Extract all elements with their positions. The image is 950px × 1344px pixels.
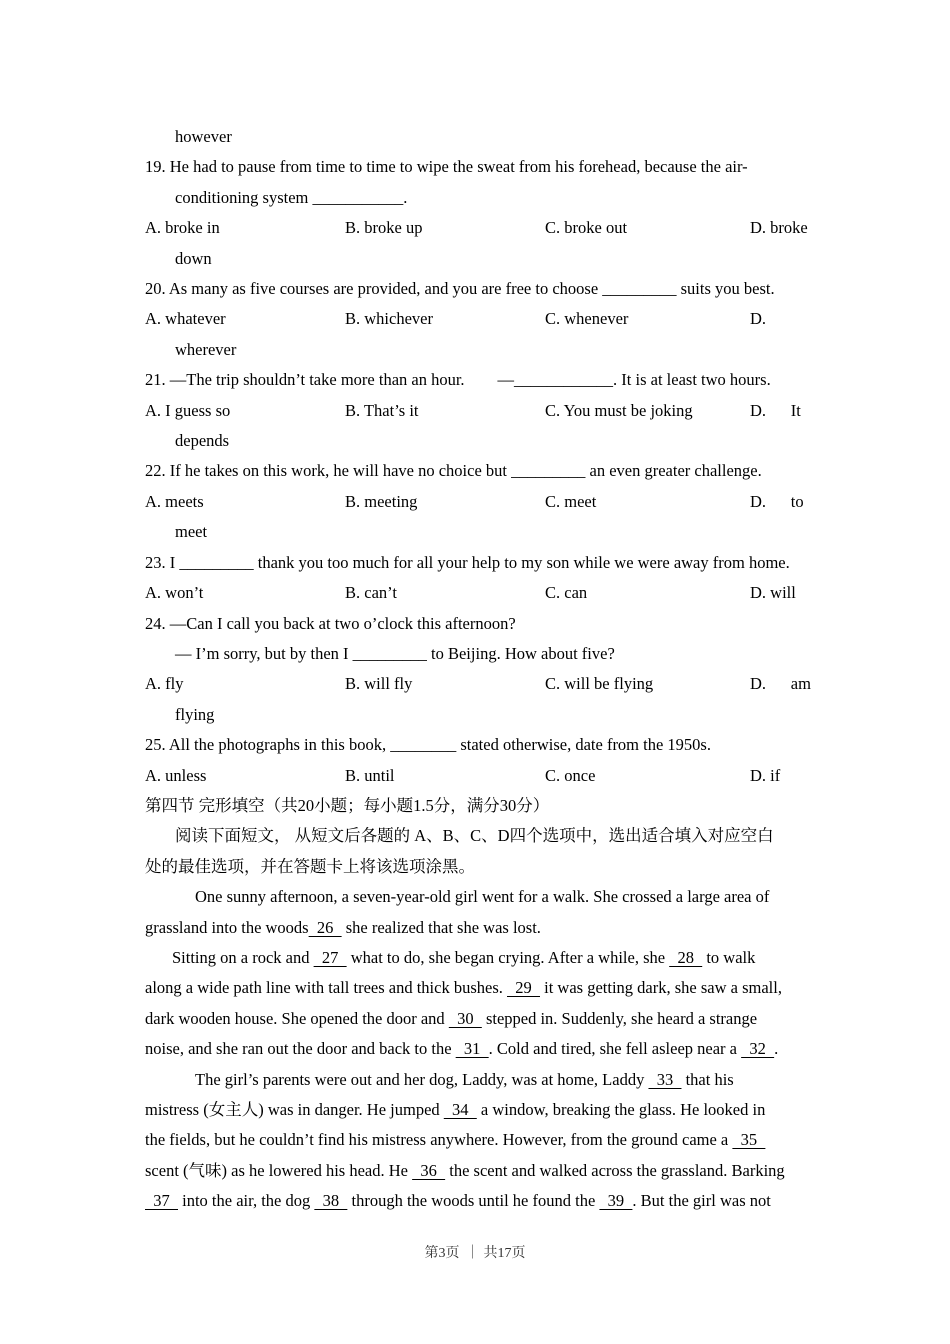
cloze-blank-39: 39	[599, 1191, 633, 1211]
cloze-paragraph-2: noise, and she ran out the door and back to the 31 . Cold and tired, she fell asleep near a 32 .	[145, 1039, 779, 1059]
option-D: D. It	[750, 400, 801, 420]
question-20-options	[145, 304, 810, 334]
cloze-paragraph-2: along a wide path line with tall trees and thick bushes. 29 it was getting dark, she saw a small,	[145, 978, 782, 998]
page-footer	[0, 1242, 950, 1262]
option-B: B. whichever	[345, 309, 433, 329]
option-C: C. can	[545, 583, 588, 603]
question-24-options	[145, 669, 810, 699]
cloze-paragraph-3: 37 into the air, the dog 38 through the woods until he found the 39 . But the girl was not	[145, 1191, 771, 1211]
option-B: B. That’s it	[345, 400, 419, 420]
question-22-options	[145, 487, 810, 517]
question-21-options	[145, 396, 810, 426]
option-D: D. if	[750, 765, 781, 785]
question-23-options	[145, 578, 810, 608]
page-total: 共17页	[483, 1246, 526, 1261]
option-A: A. fly	[145, 674, 184, 694]
option-A: A. whatever	[145, 309, 226, 329]
option-C: C. whenever	[545, 309, 629, 329]
option-D: D. will	[750, 583, 796, 603]
cloze-blank-26: 26	[308, 917, 342, 937]
cloze-blank-29: 29	[507, 978, 540, 998]
option-D: D. broke	[750, 218, 808, 238]
option-D: D. to	[750, 491, 804, 511]
option-continuation: flying	[175, 704, 215, 724]
cloze-paragraph-1: One sunny afternoon, a seven-year-old girl went for a walk. She crossed a large area of	[195, 887, 770, 907]
cloze-blank-31: 31	[455, 1039, 489, 1059]
question-24-stem-continuation: — I’m sorry, but by then I _________ to Beijing. How about five?	[175, 643, 615, 663]
section-4-heading: 第四节 完形填空（共20小题；每小题1.5分，满分30分）	[145, 795, 550, 815]
option-A: A. broke in	[145, 218, 220, 238]
option-continuation: meet	[175, 522, 208, 542]
option-continuation: wherever	[175, 339, 237, 359]
cloze-blank-36: 36	[412, 1160, 446, 1180]
cloze-blank-28: 28	[669, 947, 703, 967]
cloze-paragraph-3: scent (气味) as he lowered his head. He 36 the scent and walked across the grassland. Barking	[145, 1160, 785, 1180]
option-C: C. will be flying	[545, 674, 654, 694]
question-20-stem: 20. As many as five courses are provided, and you are free to choose _________ suits you best.	[145, 279, 775, 299]
cloze-blank-35: 35	[732, 1130, 766, 1150]
question-25-options	[145, 761, 810, 791]
option-continuation: depends	[175, 431, 230, 451]
option-A: A. won’t	[145, 583, 204, 603]
option-continuation: however	[175, 127, 232, 146]
cloze-blank-30: 30	[448, 1008, 482, 1028]
cloze-paragraph-2: dark wooden house. She opened the door and 30 stepped in. Suddenly, she heard a strange	[145, 1008, 758, 1028]
option-C: C. broke out	[545, 218, 628, 238]
page-number: 第3页	[424, 1246, 460, 1261]
cloze-paragraph-2: Sitting on a rock and 27 what to do, she began crying. After a while, she 28 to walk	[172, 947, 756, 967]
question-21-stem: 21. —The trip shouldn’t take more than an hour. —____________. It is at least two hours.	[145, 370, 771, 390]
option-B: B. broke up	[345, 218, 423, 238]
section-4-instructions: 阅读下面短文， 从短文后各题的 A、B、C、D四个选项中，选出适合填入对应空白	[175, 826, 774, 846]
footer-separator: ｜	[465, 1246, 480, 1261]
option-B: B. will fly	[345, 674, 413, 694]
cloze-blank-33: 33	[648, 1069, 682, 1089]
option-C: C. You must be joking	[545, 400, 693, 420]
option-D: D.	[750, 309, 767, 329]
question-19-stem: 19. He had to pause from time to time to wipe the sweat from his forehead, because the air-	[145, 157, 748, 177]
option-continuation: down	[175, 248, 212, 268]
option-A: A. meets	[145, 491, 204, 511]
document-body	[145, 122, 810, 1217]
cloze-blank-27: 27	[313, 947, 347, 967]
option-A: A. I guess so	[145, 400, 231, 420]
cloze-blank-37: 37	[145, 1191, 178, 1211]
question-19-stem-continuation: conditioning system ___________.	[175, 187, 408, 207]
option-B: B. until	[345, 765, 395, 785]
option-B: B. meeting	[345, 491, 418, 511]
cloze-paragraph-1: grassland into the woods 26 she realized that she was lost.	[145, 917, 541, 937]
option-D: D. am	[750, 674, 811, 694]
cloze-blank-34: 34	[443, 1100, 477, 1119]
cloze-paragraph-3: The girl’s parents were out and her dog, Laddy, was at home, Laddy 33 that his	[195, 1069, 734, 1089]
cloze-paragraph-3: the fields, but he couldn’t find his mistress anywhere. However, from the ground came a 35	[145, 1130, 766, 1150]
section-4-instructions-continuation: 处的最佳选项，并在答题卡上将该选项涂黑。	[145, 856, 475, 876]
cloze-blank-32: 32	[741, 1039, 775, 1059]
cloze-blank-38: 38	[314, 1191, 348, 1211]
question-22-stem: 22. If he takes on this work, he will have no choice but _________ an even greater challenge.	[145, 461, 762, 481]
option-B: B. can’t	[345, 583, 397, 603]
question-24-stem: 24. —Can I call you back at two o’clock this afternoon?	[145, 613, 516, 633]
option-A: A. unless	[145, 765, 207, 785]
option-C: C. once	[545, 765, 596, 785]
question-23-stem: 23. I _________ thank you too much for all your help to my son while we were away from home.	[145, 552, 790, 572]
question-25-stem: 25. All the photographs in this book, ________ stated otherwise, date from the 1950s.	[145, 735, 711, 755]
question-19-options	[145, 213, 810, 243]
option-C: C. meet	[545, 491, 597, 511]
cloze-paragraph-3: mistress (女主人) was in danger. He jumped 34 a window, breaking the glass. He looked in	[145, 1100, 766, 1119]
